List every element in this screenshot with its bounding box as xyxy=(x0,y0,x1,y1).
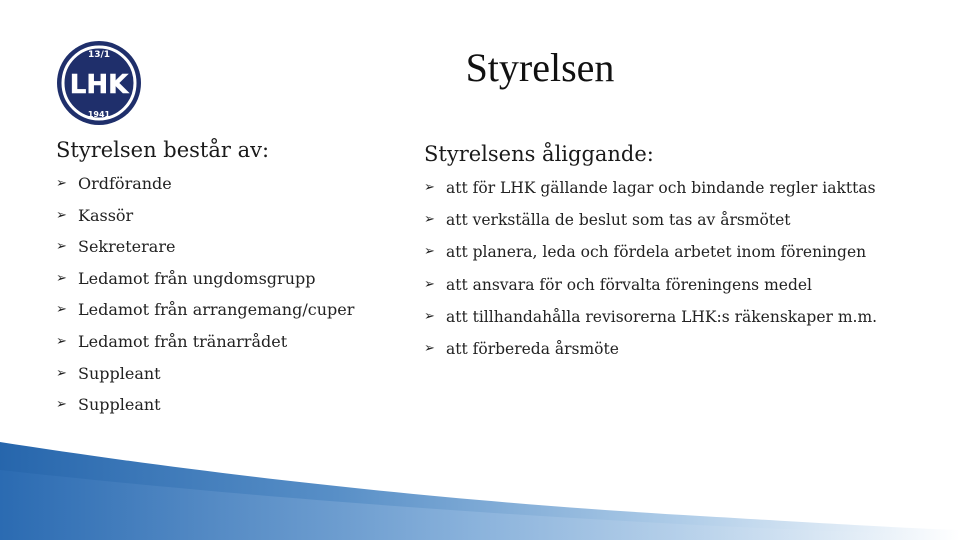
list-item xyxy=(424,306,877,338)
decorative-wave xyxy=(0,430,960,540)
list-item-label: Sekreterare xyxy=(78,237,176,257)
arrowhead-bullet-icon: ➢ xyxy=(424,244,435,260)
slide-title: Styrelsen xyxy=(465,45,615,90)
arrowhead-bullet-icon: ➢ xyxy=(424,276,435,292)
arrowhead-bullet-icon: ➢ xyxy=(56,176,67,191)
right-list xyxy=(424,177,877,370)
right-heading: Styrelsens åliggande: xyxy=(424,142,654,166)
list-item xyxy=(56,236,354,268)
list-item xyxy=(424,177,877,209)
lhk-logo xyxy=(56,40,142,126)
list-item xyxy=(424,241,877,273)
list-item xyxy=(56,299,354,331)
list-item-label: att planera, leda och fördela arbetet inom föreningen xyxy=(446,243,867,262)
arrowhead-bullet-icon: ➢ xyxy=(56,270,67,286)
left-heading: Styrelsen består av: xyxy=(56,138,270,162)
list-item-label: Ordförande xyxy=(78,174,172,193)
list-item-label: att för LHK gällande lagar och bindande regler iakttas xyxy=(446,179,876,197)
arrowhead-bullet-icon: ➢ xyxy=(56,302,67,318)
list-item xyxy=(424,338,877,370)
list-item xyxy=(56,363,354,395)
list-item xyxy=(56,205,354,237)
list-item xyxy=(56,331,354,363)
list-item-label: Suppleant xyxy=(78,363,161,383)
arrowhead-bullet-icon: ➢ xyxy=(56,397,67,413)
arrowhead-bullet-icon: ➢ xyxy=(56,207,67,223)
arrowhead-bullet-icon: ➢ xyxy=(424,308,435,324)
arrowhead-bullet-icon: ➢ xyxy=(424,212,435,228)
list-item-label: Suppleant xyxy=(78,395,161,415)
logo-letters: LHK xyxy=(69,70,129,100)
list-item-label: att verkställa de beslut som tas av årsmötet xyxy=(446,211,791,230)
list-item xyxy=(56,394,354,426)
list-item-label: att ansvara för och förvalta föreningens medel xyxy=(446,275,812,294)
list-item-label: att förbereda årsmöte xyxy=(446,339,619,358)
arrowhead-bullet-icon: ➢ xyxy=(424,180,435,195)
arrowhead-bullet-icon: ➢ xyxy=(56,365,67,381)
list-item-label: Ledamot från arrangemang/cuper xyxy=(78,300,355,320)
list-item-label: att tillhandahålla revisorerna LHK:s räkenskaper m.m. xyxy=(446,307,878,326)
logo-bottom-text: 1941 xyxy=(87,110,111,119)
list-item xyxy=(424,274,877,306)
arrowhead-bullet-icon: ➢ xyxy=(56,333,67,349)
list-item-label: Ledamot från tränarrådet xyxy=(78,331,288,351)
left-list xyxy=(56,173,354,426)
logo-top-text: 13/1 xyxy=(87,50,111,60)
arrowhead-bullet-icon: ➢ xyxy=(424,340,435,356)
arrowhead-bullet-icon: ➢ xyxy=(56,239,67,255)
list-item-label: Ledamot från ungdomsgrupp xyxy=(78,268,316,288)
list-item-label: Kassör xyxy=(78,205,134,225)
list-item xyxy=(424,209,877,241)
list-item xyxy=(56,268,354,300)
list-item xyxy=(56,173,354,205)
